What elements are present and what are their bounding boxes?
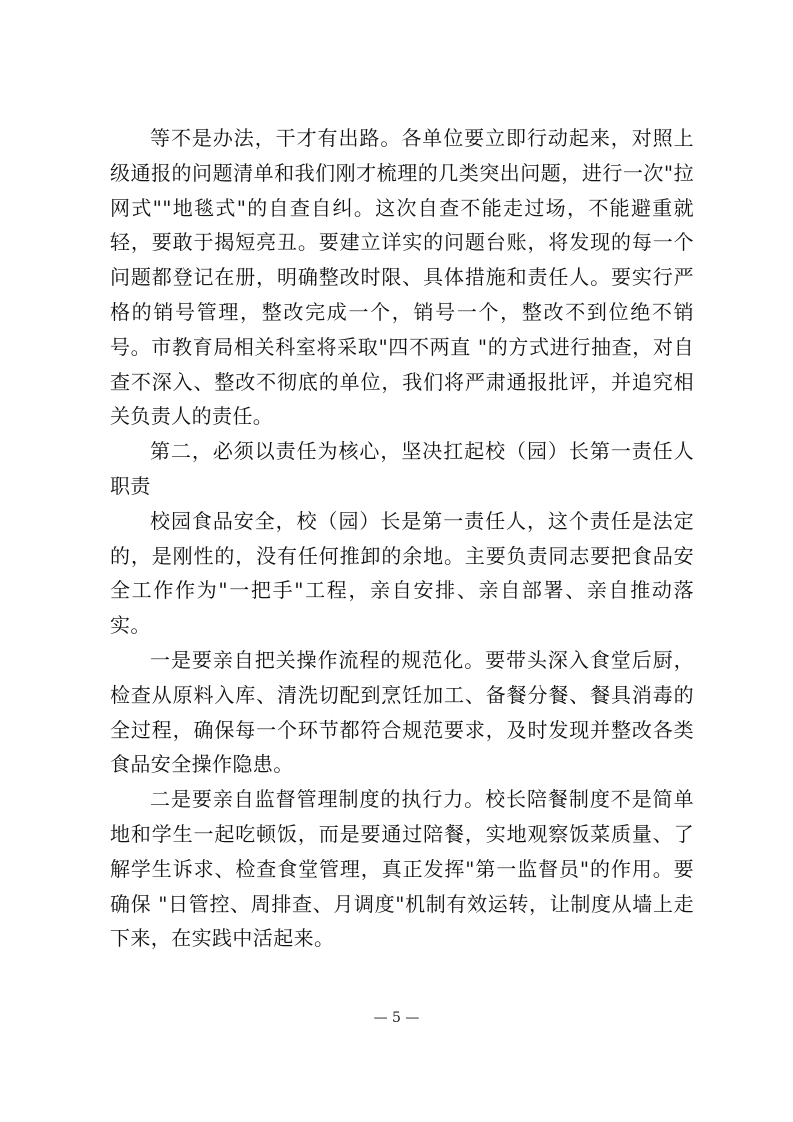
document-body (110, 121, 694, 956)
paragraph-principal-responsibility: 校园食品安全，校（园）长是第一责任人，这个责任是法定的，是刚性的，没有任何推卸的余地。主要负责同志要把食品安全工作作为"一把手"工程，亲自安排、亲自部署、亲自推动落实。 (110, 508, 694, 638)
paragraph-self-inspection: 等不是办法，干才有出路。各单位要立即行动起来，对照上级通报的问题清单和我们刚才梳理的几类突出问题，进行一次"拉网式""地毯式"的自查自纠。这次自查不能走过场，不能避重就轻，要敢于揭短亮丑。要建立详实的问题台账，将发现的每一个问题都登记在册，明确整改时限、具体措施和责任人。要实行严格的销号管理，整改完成一个，销号一个，整改不到位绝不销号。市教育局相关科室将采取"四不两直 "的方式进行抽查，对自查不深入、整改不彻底的单位，我们将严肃通报批评，并追究相关负责人的责任。 (110, 126, 694, 429)
paragraph-operation-process: 一是要亲自把关操作流程的规范化。要带头深入食堂后厨，检查从原料入库、清洗切配到烹饪加工、备餐分餐、餐具消毒的全过程，确保每一个环节都符合规范要求，及时发现并整改各类食品安全操作隐患。 (110, 647, 694, 777)
page-number: — 5 — (373, 1010, 420, 1026)
paragraph-management-system: 二是要亲自监督管理制度的执行力。校长陪餐制度不是简单地和学生一起吃顿饭，而是要通过陪餐，实地观察饭菜质量、了解学生诉求、检查食堂管理，真正发挥"第一监督员"的作用。要确保 "日管控、周排查、月调度"机制有效运转，让制度从墙上走下来，在实践中活起来。 (110, 787, 694, 951)
section-heading-responsibility: 第二，必须以责任为核心，坚决扛起校（园）长第一责任人职责 (110, 439, 694, 498)
